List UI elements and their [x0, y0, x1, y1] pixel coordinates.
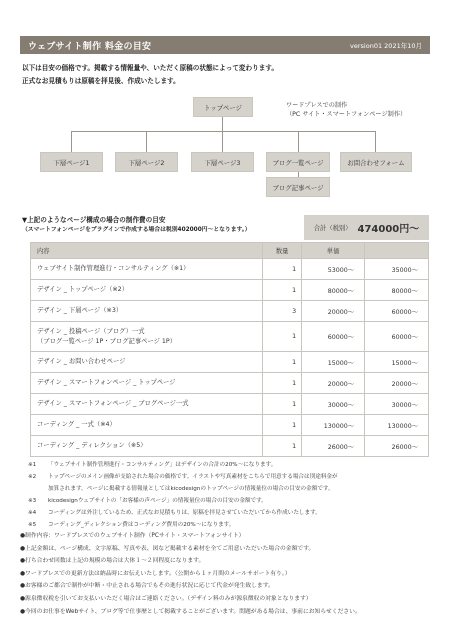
table-row — [31, 322, 429, 352]
row-content-line: コーディング _ ディレクション（※5） — [37, 442, 147, 450]
row-amount: 60000〜 — [365, 301, 429, 322]
row-content — [31, 259, 263, 280]
row-content-line: （ブログ一覧ページ 1P・ブログ記事ページ 1P） — [37, 337, 176, 345]
footnote — [28, 459, 438, 471]
footnote-label: ※5 — [28, 522, 37, 528]
estimate-table-body — [31, 259, 429, 457]
row-amount: 80000〜 — [365, 280, 429, 301]
wordpress-note — [286, 101, 406, 119]
row-content — [31, 322, 263, 352]
intro-line-1: 以下は目安の価格です。掲載する情報量や、いただく原稿の状態によって変わります。 — [22, 64, 278, 72]
row-unit-price: 130000〜 — [302, 415, 365, 436]
intro-line-2: 正式なお見積もりは原稿を拝見後、作成いたします。 — [22, 77, 180, 85]
row-amount: 26000〜 — [365, 436, 429, 457]
row-content — [31, 415, 263, 436]
table-row — [31, 436, 429, 457]
bullet-item: ●打ち合わせ回数は上記の規模の場合は大体１〜２回程度になります。 — [20, 558, 205, 565]
footnote — [28, 483, 438, 495]
estimate-table — [30, 242, 429, 457]
row-amount: 35000〜 — [365, 259, 429, 280]
footnote-text: 「ウェブサイト制作管理進行・コンサルティング」はデザインの合計の20%〜になります。 — [48, 462, 277, 468]
total-label: 合計（税別） — [313, 225, 352, 232]
row-content — [31, 373, 263, 394]
footnote-text: kicodesignウェブサイトの「お客様の声ページ」の情報量位の場合の目安の金額です。 — [48, 498, 267, 504]
connector-line — [222, 131, 223, 152]
bullet-item: ●お客様のご都合で制作が中断・中止される場合でもその進行状況に応じて代金が発生致します。 — [20, 583, 274, 590]
footnote-label: ※4 — [28, 510, 37, 516]
table-row — [31, 301, 429, 322]
connector-line — [71, 131, 72, 152]
row-content-line: コーディング _ 一式（※4） — [37, 421, 116, 429]
bullet-item: ●源泉徴収税を引いてお支払いいただく場合はご連絡ください。（デザイン料のみが源泉徴収の対象となります） — [20, 595, 312, 602]
row-unit-price: 30000〜 — [302, 394, 365, 415]
sitemap-blog-article: ブログ記事ページ — [266, 177, 330, 197]
row-amount: 30000〜 — [365, 394, 429, 415]
row-unit-price: 20000〜 — [302, 373, 365, 394]
row-content-line: デザイン _ トップページ（※2） — [37, 286, 128, 294]
table-header-row — [31, 243, 429, 259]
connector-line — [375, 131, 376, 152]
table-row — [31, 259, 429, 280]
row-content — [31, 280, 263, 301]
row-qty: 3 — [263, 301, 302, 322]
footnote — [28, 471, 438, 483]
page-title: ウェブサイト制作 料金の目安 — [28, 41, 152, 52]
table-row — [31, 394, 429, 415]
footnote-label: ※3 — [28, 498, 37, 504]
total-value: 474000円〜 — [357, 224, 420, 235]
row-content — [31, 394, 263, 415]
connector-line — [146, 131, 147, 152]
version-label: version01 2021年10月 — [350, 41, 422, 50]
footnote-text: コーディングは外注しているため、正式なお見積もりは、原稿を拝見させていただいてから作成いたします。 — [48, 510, 321, 516]
row-qty: 1 — [263, 259, 302, 280]
row-content-line: ウェブサイト制作管理進行・コンサルティング（※1） — [37, 265, 190, 273]
footnote-label: ※2 — [28, 474, 37, 480]
bullet-item: ●制作内容：ワードプレスでのウェブサイト制作（PCサイト・スマートフォンサイト） — [20, 533, 245, 539]
row-unit-price: 80000〜 — [302, 280, 365, 301]
page-header — [20, 36, 430, 54]
header-qty: 数量 — [263, 243, 302, 259]
row-content — [31, 301, 263, 322]
wordpress-note-line-2: （PC サイト・スマートフォンページ制作） — [286, 111, 407, 118]
row-qty: 1 — [263, 415, 302, 436]
connector-line — [222, 117, 223, 131]
row-content-line: デザイン _ スマートフォンページ _ トップページ — [37, 379, 176, 387]
bullet-item: ●今回のお仕事をWebサイト、ブログ等で仕事歴として掲載することがございます。問題がある場合は、事前にお知らせください。 — [20, 608, 361, 615]
row-qty: 1 — [263, 352, 302, 373]
row-unit-price: 20000〜 — [302, 301, 365, 322]
footnote-text: トップページのメイン画像が支給された場合の価格です。イラストや写真素材をこちらで用意する場合は別途料金が — [48, 474, 338, 480]
row-qty: 1 — [263, 394, 302, 415]
row-amount: 20000〜 — [365, 373, 429, 394]
bullet-notes — [20, 530, 440, 618]
row-unit-price: 15000〜 — [302, 352, 365, 373]
intro-text — [22, 62, 278, 88]
sitemap-blog-list: ブログ一覧ページ — [266, 152, 330, 172]
row-amount: 15000〜 — [365, 352, 429, 373]
row-content — [31, 352, 263, 373]
footnotes — [28, 459, 438, 531]
sitemap-contact-form: お問合わせフォーム — [340, 152, 412, 172]
sitemap-top-page: トップページ — [193, 97, 253, 117]
bullet-item: ●上記金額は、ページ構成、文字原稿、写真や表、図など掲載する素材を全てご用意いただいた場合の金額です。 — [20, 545, 315, 552]
header-amount — [365, 243, 429, 259]
sitemap-child-2: 下層ページ2 — [115, 152, 178, 172]
row-unit-price: 53000〜 — [302, 259, 365, 280]
row-qty: 1 — [263, 280, 302, 301]
row-content-line: デザイン _ 投稿ページ（ブログ）一式 — [37, 328, 145, 335]
row-content-line: デザイン _ 下層ページ（※3） — [37, 307, 123, 315]
connector-line — [71, 131, 375, 132]
table-row — [31, 280, 429, 301]
header-unit: 単価 — [302, 243, 365, 259]
footnote — [28, 507, 438, 519]
sitemap-child-1: 下層ページ1 — [40, 152, 103, 172]
row-content-line: デザイン _ スマートフォンページ _ ブログページ一式 — [37, 400, 189, 408]
estimate-heading — [22, 215, 251, 235]
total-box — [304, 215, 429, 240]
header-content: 内容 — [31, 243, 263, 259]
row-content-line: デザイン _ お問い合わせページ — [37, 358, 126, 366]
footnote-label — [28, 483, 48, 495]
row-qty: 1 — [263, 373, 302, 394]
row-qty: 1 — [263, 436, 302, 457]
wordpress-note-line-1: ワードプレスでの制作 — [286, 102, 348, 109]
row-unit-price: 60000〜 — [302, 322, 365, 352]
row-amount: 60000〜 — [365, 322, 429, 352]
footnote-text: コーディング_ディレクション費はコーディング費用の20%〜になります。 — [48, 522, 235, 528]
row-unit-price: 26000〜 — [302, 436, 365, 457]
estimate-title: ▼上記のようなページ構成の場合の制作費の目安 — [22, 216, 166, 224]
sitemap-child-3: 下層ページ3 — [191, 152, 254, 172]
bullet-item: ●ワードプレスでの更新方法は納品時にお伝えいたします。（公開から１ヶ月間のメールサポート有り。） — [20, 570, 291, 577]
footnote — [28, 495, 438, 507]
row-amount: 130000〜 — [365, 415, 429, 436]
footnote-text: 加算されます。ページに掲載する情報量としてはkicodesignのトップページの情報量位の場合の目安の金額です。 — [48, 486, 334, 492]
row-content — [31, 436, 263, 457]
table-row — [31, 415, 429, 436]
table-row — [31, 373, 429, 394]
connector-line — [298, 131, 299, 152]
table-row — [31, 352, 429, 373]
estimate-subtitle: （スマートフォンページをプラグインで作成する場合は税別402000円〜となります。） — [22, 227, 251, 233]
row-qty: 1 — [263, 322, 302, 352]
footnote-label: ※1 — [28, 462, 37, 468]
